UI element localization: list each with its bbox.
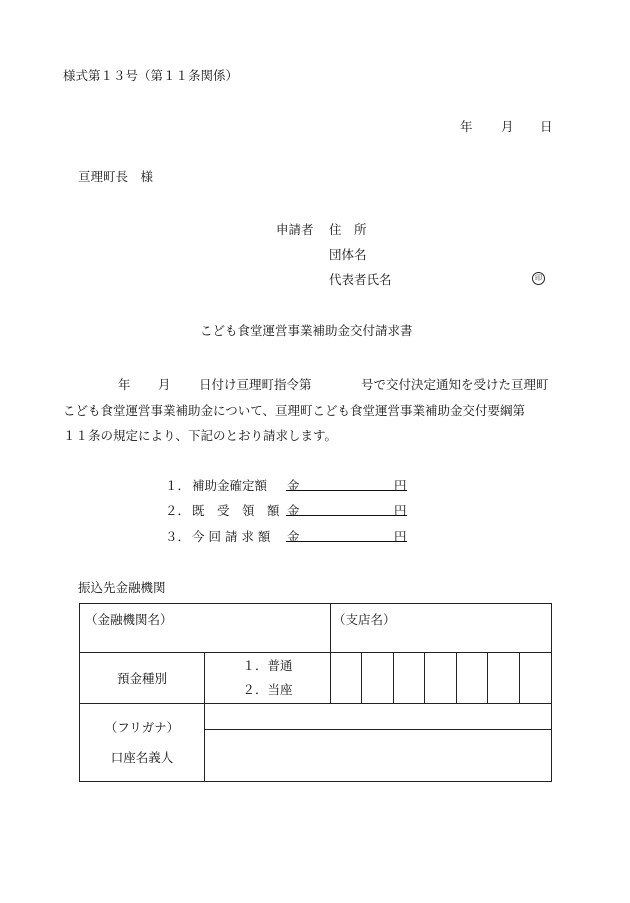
amount-no: ２． bbox=[165, 503, 191, 518]
deposit-type-label: 預金種別 bbox=[116, 671, 167, 686]
applicant-role-label: 申請者 bbox=[276, 222, 314, 237]
amount-no: ３． bbox=[165, 529, 191, 544]
amount-label: 今 回 請 求 額 bbox=[192, 529, 271, 544]
account-number-digit[interactable] bbox=[457, 653, 488, 704]
deposit-option-ordinary[interactable]: １．普通 bbox=[242, 658, 293, 673]
deposit-type-label-cell bbox=[80, 653, 205, 704]
furigana-input-cell[interactable] bbox=[205, 704, 552, 730]
bank-account-table bbox=[79, 603, 552, 782]
account-holder-input-cell[interactable] bbox=[205, 730, 552, 782]
body-line-3: １１条の規定により、下記のとおり請求します。 bbox=[63, 428, 338, 443]
account-number-digit[interactable] bbox=[488, 653, 520, 704]
account-number-digit[interactable] bbox=[394, 653, 425, 704]
amount-unit: 円 bbox=[394, 503, 407, 518]
applicant-org-label: 団体名 bbox=[329, 247, 367, 262]
account-number-digit[interactable] bbox=[425, 653, 457, 704]
amount-underline bbox=[286, 515, 407, 516]
amount-underline bbox=[286, 541, 407, 542]
amount-prefix: 金 bbox=[287, 478, 300, 493]
branch-name-cell[interactable] bbox=[331, 604, 552, 653]
applicant-address-label: 住 所 bbox=[329, 222, 367, 237]
applicant-rep-label: 代表者氏名 bbox=[329, 272, 392, 287]
date-day-label: 日 bbox=[540, 119, 553, 134]
body-line-2: こども食堂運営事業補助金について、亘理町こども食堂運営事業補助金交付要綱第 bbox=[63, 403, 526, 418]
bank-name-label: （金融機関名） bbox=[85, 612, 173, 627]
amount-label: 既 受 領 額 bbox=[192, 503, 280, 518]
amount-unit: 円 bbox=[394, 529, 407, 544]
amount-prefix: 金 bbox=[287, 529, 300, 544]
account-holder-label: 口座名義人 bbox=[110, 749, 174, 765]
amount-label: 補助金確定額 bbox=[192, 478, 268, 493]
addressee: 亘理町長 様 bbox=[78, 169, 154, 184]
bank-section-heading: 振込先金融機関 bbox=[78, 580, 166, 595]
amount-no: １． bbox=[165, 478, 191, 493]
bank-name-cell[interactable] bbox=[80, 604, 331, 653]
furigana-label: （フリガナ） bbox=[104, 719, 180, 735]
seal-mark: 印 bbox=[532, 272, 545, 285]
account-number-digit[interactable] bbox=[520, 653, 552, 704]
form-number: 様式第１３号（第１１条関係） bbox=[63, 68, 239, 83]
account-holder-label-cell bbox=[80, 704, 205, 782]
date-month-label: 月 bbox=[501, 119, 514, 134]
amount-prefix: 金 bbox=[287, 503, 300, 518]
amount-underline bbox=[286, 490, 407, 491]
account-number-digit[interactable] bbox=[362, 653, 394, 704]
deposit-option-current[interactable]: ２．当座 bbox=[242, 682, 293, 697]
body-ref: 日付け亘理町指令第 bbox=[199, 377, 312, 392]
body-rest: 号で交付決定通知を受けた亘理町 bbox=[361, 377, 549, 392]
document-title: こども食堂運営事業補助金交付請求書 bbox=[200, 323, 413, 338]
body-year: 年 bbox=[118, 377, 131, 392]
date-year-label: 年 bbox=[460, 119, 473, 134]
body-month: 月 bbox=[158, 377, 171, 392]
amount-unit: 円 bbox=[394, 478, 407, 493]
account-number-digit[interactable] bbox=[331, 653, 362, 704]
branch-name-label: （支店名） bbox=[333, 612, 396, 627]
deposit-type-options[interactable] bbox=[205, 653, 331, 704]
